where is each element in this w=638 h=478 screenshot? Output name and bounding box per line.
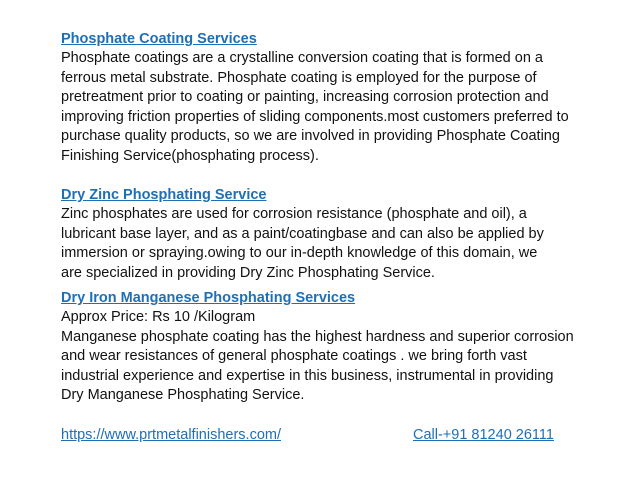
dry-zinc-phosphating-service-link[interactable]: Dry Zinc Phosphating Service bbox=[61, 187, 267, 203]
body-line: purchase quality products, so we are involved in providing Phosphate Coating bbox=[61, 128, 560, 144]
body-line: and wear resistances of general phosphate coatings . we bring forth vast bbox=[61, 348, 527, 364]
body-line: pretreatment prior to coating or painting, increasing corrosion protection and bbox=[61, 89, 549, 105]
body-line: are specialized in providing Dry Zinc Phosphating Service. bbox=[61, 264, 435, 281]
section-phosphate-coating bbox=[61, 30, 631, 166]
website-link[interactable]: https://www.prtmetalfinishers.com/ bbox=[61, 426, 281, 443]
body-line: Dry Manganese Phosphating Service. bbox=[61, 387, 305, 403]
body-line: ferrous metal substrate. Phosphate coating is employed for the purpose of bbox=[61, 69, 537, 86]
body-line: immersion or spraying.owing to our in-depth knowledge of this domain, we bbox=[61, 245, 538, 261]
section-dry-iron-manganese bbox=[61, 289, 631, 406]
phosphate-coating-services-link[interactable]: Phosphate Coating Services bbox=[61, 31, 257, 47]
body-line: lubricant base layer, and as a paint/coatingbase and can also be applied by bbox=[61, 225, 544, 242]
body-line: Manganese phosphate coating has the highest hardness and superior corrosion bbox=[61, 328, 574, 345]
body-line: industrial experience and expertise in this business, instrumental in providing bbox=[61, 367, 554, 384]
dry-iron-manganese-phosphating-services-link[interactable]: Dry Iron Manganese Phosphating Services bbox=[61, 290, 356, 306]
section-dry-zinc bbox=[61, 186, 631, 283]
approx-price: Approx Price: Rs 10 /Kilogram bbox=[61, 309, 256, 325]
footer bbox=[61, 426, 631, 446]
phone-link[interactable]: Call-+91 81240 26111 bbox=[413, 426, 554, 443]
body-line: Phosphate coatings are a crystalline conversion coating that is formed on a bbox=[61, 50, 543, 66]
body-line: Zinc phosphates are used for corrosion resistance (phosphate and oil), a bbox=[61, 206, 527, 222]
body-line: improving friction properties of sliding components.most customers preferred to bbox=[61, 108, 569, 125]
body-line: Finishing Service(phosphating process). bbox=[61, 147, 319, 164]
content-area bbox=[61, 30, 631, 446]
